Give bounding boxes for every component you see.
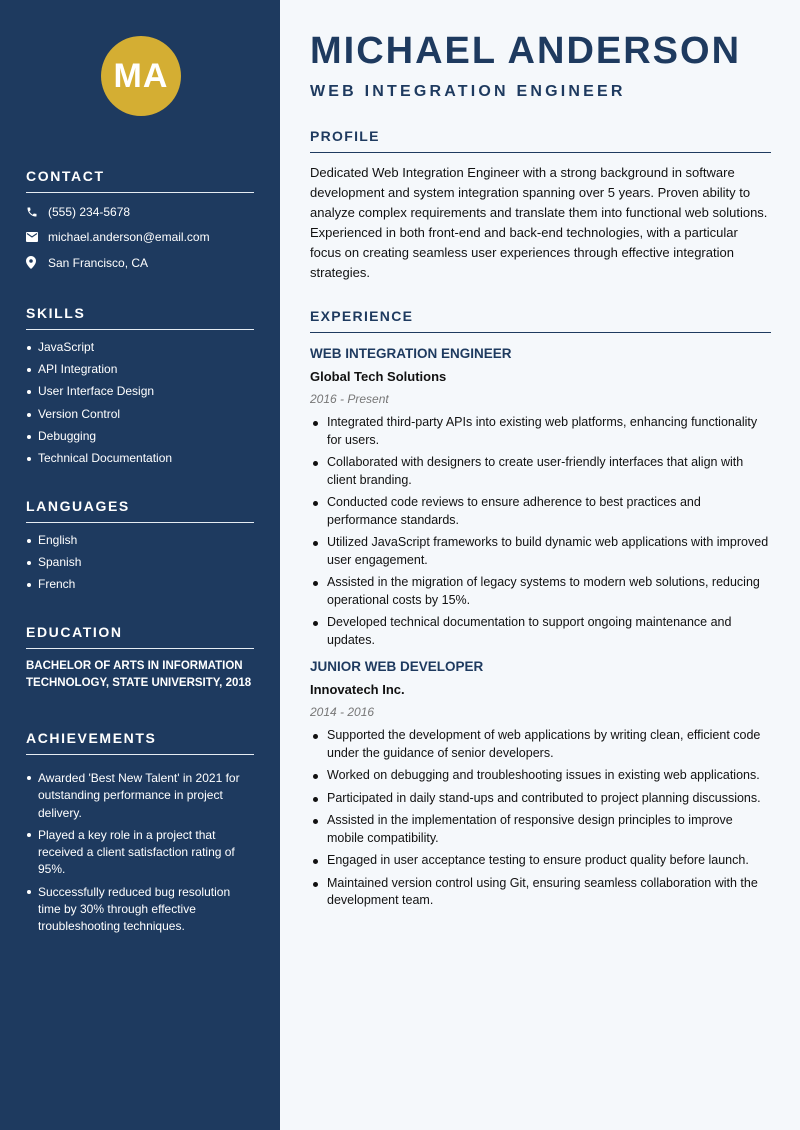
job-bullets [310, 727, 771, 910]
language-item: English [26, 533, 254, 555]
job-title: WEB INTEGRATION ENGINEER [310, 346, 512, 361]
skill-item: User Interface Design [26, 384, 254, 406]
full-name: MICHAEL ANDERSON [310, 30, 742, 72]
job-entry [310, 659, 771, 910]
skill-item: Debugging [26, 429, 254, 451]
contact-email [26, 225, 254, 251]
job-role: WEB INTEGRATION ENGINEER [310, 83, 626, 100]
profile-title: PROFILE [310, 128, 771, 153]
languages-list [26, 533, 254, 600]
location-pin-icon [26, 256, 48, 269]
avatar-initials: MA [113, 56, 169, 95]
experience-title: EXPERIENCE [310, 308, 771, 333]
job-bullet: Maintained version control using Git, ensuring seamless collaboration with the development team. [310, 875, 771, 910]
achievement-item: Successfully reduced bug resolution time by 30% through effective troubleshooting techniques. [26, 884, 254, 936]
mail-icon [26, 232, 48, 242]
achievements-title: ACHIEVEMENTS [26, 730, 254, 755]
company-name: Innovatech Inc. [310, 682, 405, 697]
job-title: JUNIOR WEB DEVELOPER [310, 659, 484, 674]
skills-title: SKILLS [26, 305, 254, 330]
achievements-section [26, 730, 254, 941]
phone-icon [26, 206, 48, 218]
location-text: San Francisco, CA [48, 255, 149, 270]
job-dates: 2016 - Present [310, 392, 389, 406]
contact-phone [26, 199, 254, 225]
company-name: Global Tech Solutions [310, 369, 447, 384]
achievements-list [26, 770, 254, 936]
skills-list [26, 340, 254, 473]
job-bullet: Worked on debugging and troubleshooting issues in existing web applications. [310, 767, 771, 785]
sidebar [0, 0, 280, 1130]
languages-title: LANGUAGES [26, 498, 254, 523]
job-entry [310, 346, 771, 649]
phone-text: (555) 234-5678 [48, 204, 131, 219]
job-dates: 2014 - 2016 [310, 705, 375, 719]
experience-section [310, 308, 771, 915]
skill-item: API Integration [26, 362, 254, 384]
job-bullet: Assisted in the migration of legacy systems to modern web solutions, reducing operational costs by 15%. [310, 574, 771, 609]
skill-item: JavaScript [26, 340, 254, 362]
profile-section [310, 128, 771, 283]
email-text[interactable]: michael.anderson@email.com [48, 230, 210, 245]
languages-section [26, 498, 254, 600]
job-bullet: Participated in daily stand-ups and contributed to project planning discussions. [310, 790, 771, 808]
job-bullet: Engaged in user acceptance testing to ensure product quality before launch. [310, 852, 771, 870]
contact-section [26, 168, 254, 276]
job-bullets [310, 414, 771, 649]
job-bullet: Assisted in the implementation of responsive design principles to improve mobile compatibility. [310, 812, 771, 847]
education-title: EDUCATION [26, 624, 254, 649]
education-degree: BACHELOR OF ARTS IN INFORMATION TECHNOLOGY, STATE UNIVERSITY, 2018 [26, 660, 252, 689]
profile-text: Dedicated Web Integration Engineer with a strong background in software development and system integration spanning over 5 years. Proven ability to analyze complex requirements and translate them into functional web solutions. Experienced in both front-end and back-end technologies, with a particular focus on creating seamless user experiences through effective integration strategies. [310, 165, 768, 280]
skill-item: Version Control [26, 407, 254, 429]
job-bullet: Developed technical documentation to support ongoing maintenance and updates. [310, 614, 771, 649]
job-bullet: Utilized JavaScript frameworks to build dynamic web applications with improved user engagement. [310, 534, 771, 569]
skills-section [26, 305, 254, 473]
achievement-item: Awarded 'Best New Talent' in 2021 for outstanding performance in project delivery. [26, 770, 254, 822]
contact-title: CONTACT [26, 168, 254, 193]
job-bullet: Integrated third-party APIs into existing web platforms, enhancing functionality for users. [310, 414, 771, 449]
language-item: French [26, 577, 254, 599]
language-item: Spanish [26, 555, 254, 577]
job-bullet: Supported the development of web applications by writing clean, efficient code under the guidance of senior developers. [310, 727, 771, 762]
contact-location [26, 250, 254, 276]
achievement-item: Played a key role in a project that received a client satisfaction rating of 95%. [26, 827, 254, 879]
job-bullet: Conducted code reviews to ensure adherence to best practices and performance standards. [310, 494, 771, 529]
avatar [101, 36, 181, 116]
job-bullet: Collaborated with designers to create user-friendly interfaces that align with client branding. [310, 454, 771, 489]
skill-item: Technical Documentation [26, 451, 254, 473]
education-section [26, 624, 254, 692]
